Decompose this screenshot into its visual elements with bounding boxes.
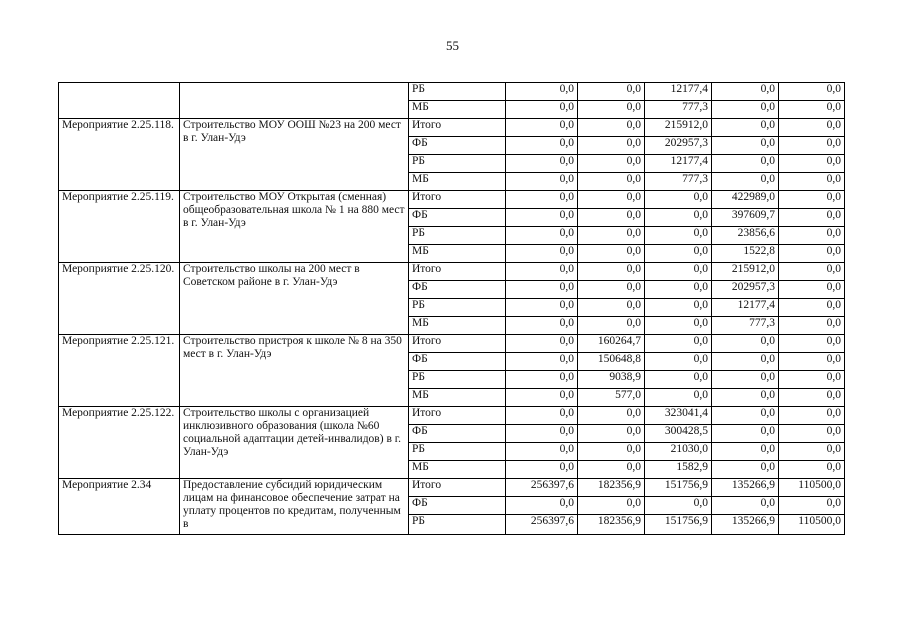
funding-source-cell: ФБ bbox=[409, 497, 506, 515]
funding-source-cell: РБ bbox=[409, 515, 506, 535]
amount-cell: 0,0 bbox=[578, 155, 645, 173]
funding-source-cell: РБ bbox=[409, 299, 506, 317]
amount-cell: 0,0 bbox=[779, 227, 845, 245]
amount-cell: 0,0 bbox=[506, 443, 578, 461]
amount-cell: 0,0 bbox=[578, 281, 645, 299]
amount-cell: 777,3 bbox=[712, 317, 779, 335]
amount-cell: 202957,3 bbox=[645, 137, 712, 155]
amount-cell: 0,0 bbox=[578, 119, 645, 137]
amount-cell: 0,0 bbox=[779, 281, 845, 299]
funding-source-cell: РБ bbox=[409, 83, 506, 101]
amount-cell: 110500,0 bbox=[779, 479, 845, 497]
amount-cell: 323041,4 bbox=[645, 407, 712, 425]
amount-cell: 256397,6 bbox=[506, 479, 578, 497]
amount-cell: 0,0 bbox=[506, 155, 578, 173]
amount-cell: 0,0 bbox=[645, 245, 712, 263]
amount-cell: 21030,0 bbox=[645, 443, 712, 461]
amount-cell: 1582,9 bbox=[645, 461, 712, 479]
amount-cell: 0,0 bbox=[712, 173, 779, 191]
amount-cell: 0,0 bbox=[779, 191, 845, 209]
amount-cell: 0,0 bbox=[578, 299, 645, 317]
amount-cell: 0,0 bbox=[645, 389, 712, 407]
amount-cell: 0,0 bbox=[578, 245, 645, 263]
amount-cell: 0,0 bbox=[506, 407, 578, 425]
funding-source-cell: МБ bbox=[409, 461, 506, 479]
amount-cell: 0,0 bbox=[779, 209, 845, 227]
amount-cell: 0,0 bbox=[712, 335, 779, 353]
funding-source-cell: ФБ bbox=[409, 137, 506, 155]
amount-cell: 0,0 bbox=[645, 281, 712, 299]
amount-cell: 0,0 bbox=[779, 155, 845, 173]
table-row bbox=[59, 83, 845, 101]
amount-cell: 12177,4 bbox=[712, 299, 779, 317]
amount-cell: 182356,9 bbox=[578, 515, 645, 535]
amount-cell: 0,0 bbox=[779, 407, 845, 425]
amount-cell: 0,0 bbox=[645, 299, 712, 317]
amount-cell: 0,0 bbox=[578, 461, 645, 479]
amount-cell: 215912,0 bbox=[645, 119, 712, 137]
funding-source-cell: ФБ bbox=[409, 209, 506, 227]
amount-cell: 0,0 bbox=[779, 389, 845, 407]
amount-cell: 0,0 bbox=[578, 137, 645, 155]
amount-cell: 135266,9 bbox=[712, 515, 779, 535]
measure-name-cell: Мероприятие 2.34 bbox=[59, 479, 180, 535]
amount-cell: 0,0 bbox=[712, 101, 779, 119]
amount-cell: 135266,9 bbox=[712, 479, 779, 497]
table-row bbox=[59, 407, 845, 425]
amount-cell: 0,0 bbox=[779, 353, 845, 371]
amount-cell: 0,0 bbox=[578, 407, 645, 425]
amount-cell: 0,0 bbox=[578, 227, 645, 245]
measure-description-cell: Строительство школы на 200 мест в Советском районе в г. Улан-Удэ bbox=[180, 263, 409, 335]
funding-source-cell: РБ bbox=[409, 155, 506, 173]
table-row bbox=[59, 479, 845, 497]
funding-source-cell: Итого bbox=[409, 191, 506, 209]
measure-description-cell bbox=[180, 83, 409, 119]
amount-cell: 0,0 bbox=[578, 191, 645, 209]
amount-cell: 0,0 bbox=[645, 371, 712, 389]
measure-name-cell: Мероприятие 2.25.118. bbox=[59, 119, 180, 191]
amount-cell: 0,0 bbox=[712, 155, 779, 173]
funding-source-cell: РБ bbox=[409, 443, 506, 461]
amount-cell: 0,0 bbox=[506, 461, 578, 479]
amount-cell: 0,0 bbox=[645, 263, 712, 281]
amount-cell: 0,0 bbox=[779, 335, 845, 353]
amount-cell: 0,0 bbox=[578, 209, 645, 227]
funding-source-cell: Итого bbox=[409, 263, 506, 281]
amount-cell: 0,0 bbox=[712, 407, 779, 425]
amount-cell: 0,0 bbox=[578, 83, 645, 101]
funding-source-cell: Итого bbox=[409, 479, 506, 497]
amount-cell: 0,0 bbox=[506, 281, 578, 299]
table-row bbox=[59, 191, 845, 209]
amount-cell: 0,0 bbox=[506, 119, 578, 137]
amount-cell: 9038,9 bbox=[578, 371, 645, 389]
amount-cell: 0,0 bbox=[578, 425, 645, 443]
amount-cell: 0,0 bbox=[506, 389, 578, 407]
amount-cell: 0,0 bbox=[712, 497, 779, 515]
amount-cell: 12177,4 bbox=[645, 155, 712, 173]
measure-description-cell: Строительство школы с организацией инклюзивного образования (школа №60 социальной адаптации детей-инвалидов) в г. Улан-Удэ bbox=[180, 407, 409, 479]
amount-cell: 0,0 bbox=[779, 317, 845, 335]
amount-cell: 0,0 bbox=[645, 335, 712, 353]
amount-cell: 422989,0 bbox=[712, 191, 779, 209]
amount-cell: 0,0 bbox=[506, 173, 578, 191]
amount-cell: 0,0 bbox=[506, 245, 578, 263]
measure-name-cell: Мероприятие 2.25.120. bbox=[59, 263, 180, 335]
amount-cell: 0,0 bbox=[712, 425, 779, 443]
amount-cell: 0,0 bbox=[779, 299, 845, 317]
amount-cell: 0,0 bbox=[506, 425, 578, 443]
funding-source-cell: МБ bbox=[409, 389, 506, 407]
amount-cell: 0,0 bbox=[506, 137, 578, 155]
funding-source-cell: ФБ bbox=[409, 353, 506, 371]
amount-cell: 0,0 bbox=[779, 371, 845, 389]
amount-cell: 0,0 bbox=[645, 353, 712, 371]
amount-cell: 777,3 bbox=[645, 101, 712, 119]
amount-cell: 0,0 bbox=[578, 101, 645, 119]
amount-cell: 0,0 bbox=[779, 119, 845, 137]
measure-description-cell: Строительство МОУ ООШ №23 на 200 мест в г. Улан-Удэ bbox=[180, 119, 409, 191]
amount-cell: 0,0 bbox=[578, 173, 645, 191]
amount-cell: 0,0 bbox=[578, 443, 645, 461]
amount-cell: 0,0 bbox=[645, 191, 712, 209]
amount-cell: 182356,9 bbox=[578, 479, 645, 497]
amount-cell: 0,0 bbox=[779, 245, 845, 263]
amount-cell: 160264,7 bbox=[578, 335, 645, 353]
measure-name-cell bbox=[59, 83, 180, 119]
funding-source-cell: ФБ bbox=[409, 281, 506, 299]
amount-cell: 256397,6 bbox=[506, 515, 578, 535]
amount-cell: 150648,8 bbox=[578, 353, 645, 371]
funding-source-cell: Итого bbox=[409, 119, 506, 137]
funding-source-cell: РБ bbox=[409, 227, 506, 245]
funding-source-cell: МБ bbox=[409, 101, 506, 119]
amount-cell: 0,0 bbox=[578, 317, 645, 335]
funding-source-cell: Итого bbox=[409, 335, 506, 353]
amount-cell: 151756,9 bbox=[645, 515, 712, 535]
amount-cell: 202957,3 bbox=[712, 281, 779, 299]
amount-cell: 0,0 bbox=[779, 137, 845, 155]
amount-cell: 23856,6 bbox=[712, 227, 779, 245]
amount-cell: 110500,0 bbox=[779, 515, 845, 535]
funding-source-cell: ФБ bbox=[409, 425, 506, 443]
amount-cell: 151756,9 bbox=[645, 479, 712, 497]
measure-name-cell: Мероприятие 2.25.122. bbox=[59, 407, 180, 479]
amount-cell: 0,0 bbox=[712, 389, 779, 407]
measure-name-cell: Мероприятие 2.25.119. bbox=[59, 191, 180, 263]
amount-cell: 0,0 bbox=[506, 335, 578, 353]
amount-cell: 0,0 bbox=[712, 83, 779, 101]
amount-cell: 0,0 bbox=[712, 137, 779, 155]
amount-cell: 1522,8 bbox=[712, 245, 779, 263]
amount-cell: 0,0 bbox=[779, 173, 845, 191]
amount-cell: 0,0 bbox=[712, 371, 779, 389]
page-number: 55 bbox=[446, 38, 459, 53]
amount-cell: 0,0 bbox=[506, 353, 578, 371]
table-row bbox=[59, 119, 845, 137]
amount-cell: 0,0 bbox=[506, 263, 578, 281]
amount-cell: 0,0 bbox=[506, 227, 578, 245]
table-row bbox=[59, 263, 845, 281]
amount-cell: 0,0 bbox=[506, 209, 578, 227]
measure-description-cell: Строительство МОУ Открытая (сменная) общеобразовательная школа № 1 на 880 мест в г. Улан-Удэ bbox=[180, 191, 409, 263]
funding-source-cell: МБ bbox=[409, 317, 506, 335]
amount-cell: 12177,4 bbox=[645, 83, 712, 101]
amount-cell: 0,0 bbox=[645, 317, 712, 335]
amount-cell: 0,0 bbox=[779, 497, 845, 515]
table-row bbox=[59, 335, 845, 353]
funding-source-cell: Итого bbox=[409, 407, 506, 425]
amount-cell: 215912,0 bbox=[712, 263, 779, 281]
amount-cell: 0,0 bbox=[506, 371, 578, 389]
measure-description-cell: Предоставление субсидий юридическим лицам на финансовое обеспечение затрат на уплату процентов по кредитам, полученным в bbox=[180, 479, 409, 535]
amount-cell: 0,0 bbox=[506, 317, 578, 335]
amount-cell: 0,0 bbox=[506, 83, 578, 101]
amount-cell: 0,0 bbox=[578, 497, 645, 515]
amount-cell: 777,3 bbox=[645, 173, 712, 191]
amount-cell: 0,0 bbox=[506, 497, 578, 515]
amount-cell: 0,0 bbox=[779, 83, 845, 101]
funding-source-cell: РБ bbox=[409, 371, 506, 389]
amount-cell: 0,0 bbox=[506, 191, 578, 209]
funding-source-cell: МБ bbox=[409, 173, 506, 191]
amount-cell: 0,0 bbox=[779, 101, 845, 119]
amount-cell: 0,0 bbox=[712, 461, 779, 479]
amount-cell: 0,0 bbox=[712, 119, 779, 137]
amount-cell: 0,0 bbox=[506, 299, 578, 317]
amount-cell: 0,0 bbox=[578, 263, 645, 281]
amount-cell: 0,0 bbox=[779, 425, 845, 443]
amount-cell: 577,0 bbox=[578, 389, 645, 407]
amount-cell: 0,0 bbox=[645, 227, 712, 245]
amount-cell: 0,0 bbox=[779, 443, 845, 461]
amount-cell: 0,0 bbox=[506, 101, 578, 119]
amount-cell: 0,0 bbox=[712, 353, 779, 371]
amount-cell: 300428,5 bbox=[645, 425, 712, 443]
amount-cell: 0,0 bbox=[645, 497, 712, 515]
amount-cell: 0,0 bbox=[712, 443, 779, 461]
amount-cell: 0,0 bbox=[645, 209, 712, 227]
measure-description-cell: Строительство пристроя к школе № 8 на 350 мест в г. Улан-Удэ bbox=[180, 335, 409, 407]
measure-name-cell: Мероприятие 2.25.121. bbox=[59, 335, 180, 407]
budget-table bbox=[58, 82, 845, 535]
amount-cell: 397609,7 bbox=[712, 209, 779, 227]
amount-cell: 0,0 bbox=[779, 263, 845, 281]
funding-source-cell: МБ bbox=[409, 245, 506, 263]
amount-cell: 0,0 bbox=[779, 461, 845, 479]
